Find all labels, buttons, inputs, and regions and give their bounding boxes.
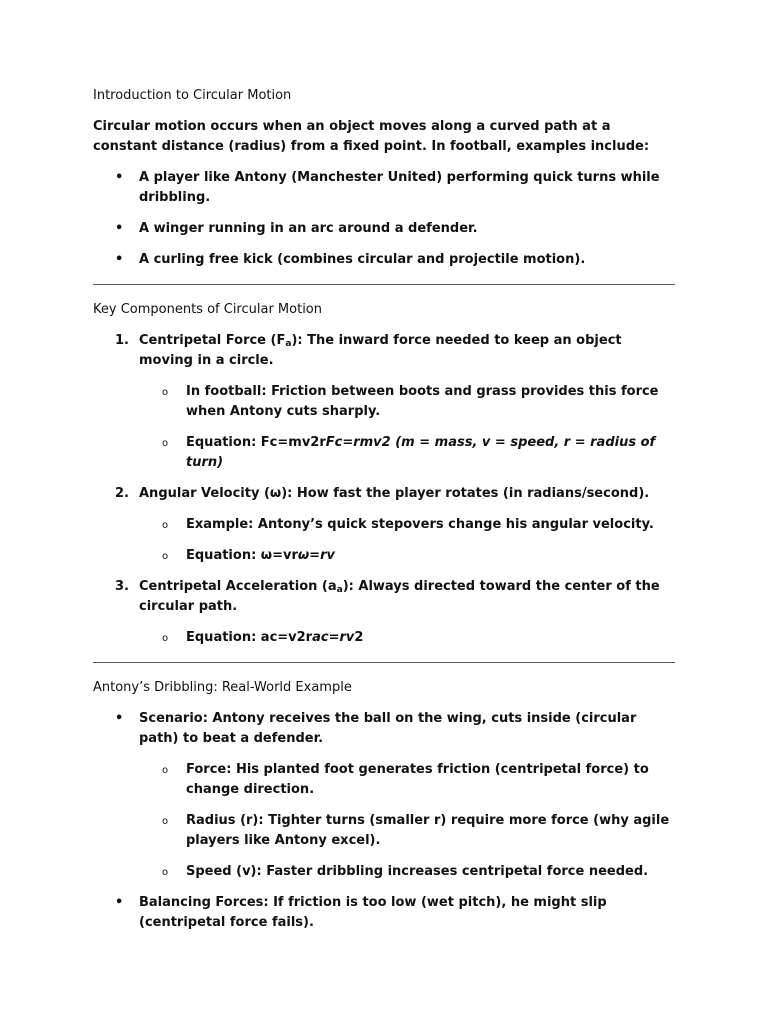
bullet-marker: • <box>115 895 124 910</box>
equation-italic: ω=rv <box>297 548 335 563</box>
list-number: 1. <box>115 333 129 348</box>
sub-item-text: Speed (v): Faster dribbling increases centripetal force needed. <box>186 864 649 879</box>
circle-marker: o <box>162 867 169 878</box>
list-item-scenario <box>93 709 675 749</box>
item-text: Angular Velocity (ω): How fast the player rotates (in radians/second). <box>139 486 650 501</box>
bullet-marker: • <box>115 711 124 726</box>
numbered-item-centripetal-force <box>93 331 675 371</box>
section-heading-intro: Introduction to Circular Motion <box>93 88 292 103</box>
section-heading-components: Key Components of Circular Motion <box>93 302 323 317</box>
list-number: 3. <box>115 579 129 594</box>
list-item <box>93 250 675 270</box>
item-text-pre: Centripetal Force (F <box>139 333 286 348</box>
sub-list-item <box>93 811 675 851</box>
list-number: 2. <box>115 486 129 501</box>
list-item-text: A curling free kick (combines circular and projectile motion). <box>139 252 586 267</box>
horizontal-divider <box>93 284 675 285</box>
sub-list-item-equation <box>93 546 675 566</box>
section-heading-example: Antony’s Dribbling: Real-World Example <box>93 680 352 695</box>
list-item-text: Scenario: Antony receives the ball on the wing, cuts inside (circular path) to beat a defender. <box>139 711 637 746</box>
equation-italic: ac=rv <box>312 630 355 645</box>
numbered-item-angular-velocity <box>93 484 675 504</box>
equation-text-end: 2 <box>354 630 364 645</box>
sub-list-item <box>93 515 675 535</box>
list-item-text: A player like Antony (Manchester United) performing quick turns while dribbling. <box>139 170 660 205</box>
circle-marker: o <box>162 438 169 449</box>
sub-item-text: Example: Antony’s quick stepovers change his angular velocity. <box>186 517 654 532</box>
circle-marker: o <box>162 765 169 776</box>
subscript: a <box>285 339 292 349</box>
list-item-balancing <box>93 893 675 933</box>
intro-paragraph: Circular motion occurs when an object moves along a curved path at a constant distance (radius) from a fixed point. In football, examples include: <box>93 119 650 154</box>
list-item-text: Balancing Forces: If friction is too low (wet pitch), he might slip (centripetal force fails). <box>139 895 607 930</box>
horizontal-divider <box>93 662 675 663</box>
equation-text: Equation: ac=v2r <box>186 630 313 645</box>
item-text-post: ): Always directed toward the center of the circular path. <box>139 579 660 614</box>
list-item-text: A winger running in an arc around a defender. <box>139 221 478 236</box>
sub-list-item-equation <box>93 628 675 648</box>
sub-list-item <box>93 382 675 422</box>
equation-text: Equation: Fc=mv2r <box>186 435 326 450</box>
equation-italic: Fc=rmv2 (m = mass, v = speed, r = radius of turn) <box>186 435 656 470</box>
circle-marker: o <box>162 387 169 398</box>
sub-item-text: Force: His planted foot generates friction (centripetal force) to change direction. <box>186 762 649 797</box>
list-item <box>93 168 675 208</box>
list-item <box>93 219 675 239</box>
item-text-post: ): The inward force needed to keep an object moving in a circle. <box>139 333 622 368</box>
equation-text: Equation: ω=vr <box>186 548 298 563</box>
bullet-marker: • <box>115 221 124 236</box>
sub-list-item <box>93 862 675 882</box>
subscript: a <box>336 585 343 595</box>
sub-item-text: In football: Friction between boots and grass provides this force when Antony cuts sharply. <box>186 384 659 419</box>
circle-marker: o <box>162 816 169 827</box>
bullet-marker: • <box>115 170 124 185</box>
sub-item-text: Radius (r): Tighter turns (smaller r) require more force (why agile players like Antony excel). <box>186 813 670 848</box>
numbered-item-centripetal-acceleration <box>93 577 675 617</box>
bullet-marker: • <box>115 252 124 267</box>
sub-list-item <box>93 760 675 800</box>
item-text-pre: Centripetal Acceleration (a <box>139 579 337 594</box>
circle-marker: o <box>162 551 169 562</box>
circle-marker: o <box>162 633 169 644</box>
circle-marker: o <box>162 520 169 531</box>
sub-list-item-equation <box>93 433 675 473</box>
document-body <box>93 86 675 944</box>
